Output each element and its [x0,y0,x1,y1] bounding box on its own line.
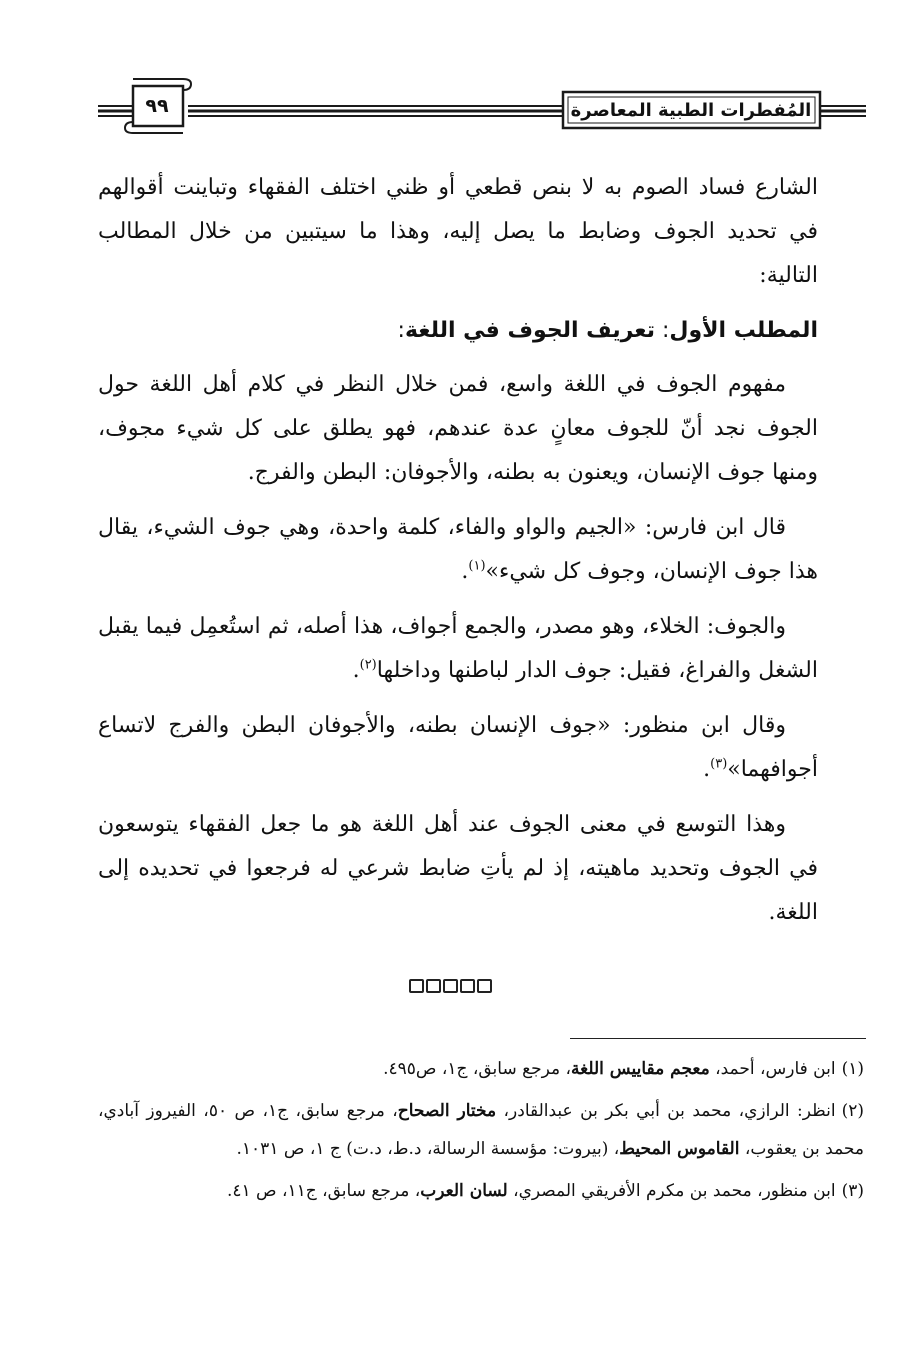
paragraph [98,506,818,594]
footnote-number: (٢) [841,1101,864,1121]
paragraph-text: والجوف: الخلاء، وهو مصدر، والجمع أجواف، هذا أصله، ثم استُعمِل فيما يقبل الشغل والفراغ، فقيل: جوف الدار لباطنها وداخلها [98,614,818,683]
footnote [98,1050,864,1088]
footnote-ref[interactable]: (٢) [359,657,377,673]
paragraph-text: قال ابن فارس: «الجيم والواو والفاء، كلمة واحدة، وهي جوف الشيء، يقال هذا جوف الإنسان، وجوف كل شيء» [98,515,818,584]
paragraph-end: . [461,559,469,584]
heading-separator: : [654,318,670,343]
ornament-box-icon [460,979,475,993]
paragraph-end: . [703,757,711,782]
footnote [98,1172,864,1210]
section-separator [400,974,500,998]
heading-title: تعريف الجوف في اللغة [404,318,655,343]
footnote-text: ، (بيروت: مؤسسة الرسالة، د.ط، د.ت) ج ١، ص ١٠٣١. [236,1139,620,1159]
footnote-number: (١) [841,1059,864,1079]
page-header [0,0,912,140]
footnote-text: الفيروز آبادي، محمد بن يعقوب، [98,1101,864,1159]
section-heading [98,309,818,353]
paragraph: مفهوم الجوف في اللغة واسع، فمن خلال النظر في كلام أهل اللغة حول الجوف نجد أنّ للجوف معانٍ عدة عندهم، فهو يطلق على كل شيء مجوف، ومنها جوف الإنسان، ويعنون به بطنه، والأجوفان: البطن والفرج. [98,372,818,485]
ornament-box-icon [443,979,458,993]
footnote-source-title: لسان العرب [420,1181,508,1201]
footnote-text: ابن منظور، محمد بن مكرم الأفريقي المصري، [507,1181,836,1201]
ornament-box-icon [409,979,424,993]
footnote-divider [570,1038,866,1039]
footnote-text: ابن فارس، أحمد، [709,1059,836,1079]
paragraph: الشارع فساد الصوم به لا بنص قطعي أو ظني اختلف الفقهاء وتباينت أقوالهم في تحديد الجوف وضابط ما يصل إليه، وهذا ما سيتبين من خلال المطالب التالية: [98,175,818,288]
ornament-box-icon [477,979,492,993]
heading-colon: : [397,318,405,343]
footnote-text: ، مرجع سابق، ج١، ص ٥٠، [195,1101,398,1121]
footnote-number: (٣) [841,1181,864,1201]
footnote-text: ، مرجع سابق، ج١١، ص ٤١. [226,1181,421,1201]
footnote-source-title: معجم مقاييس اللغة [571,1059,710,1079]
footnote-source-title: القاموس المحيط [619,1139,740,1159]
footnote-ref[interactable]: (١) [468,558,486,574]
paragraph: وهذا التوسع في معنى الجوف عند أهل اللغة هو ما جعل الفقهاء يتوسعون في الجوف وتحديد ماهيته، إذ لم يأتِ ضابط شرعي له فرجعوا في تحديده إلى اللغة. [98,812,818,925]
page-number: ٩٩ [145,95,169,117]
footnote-text: ، مرجع سابق، ج١، ص٤٩٥. [383,1059,572,1079]
paragraph [98,605,818,693]
running-title: المُفطرات الطبية المعاصرة [570,99,812,121]
footnote-ref[interactable]: (٣) [710,756,728,772]
paragraph-text: وقال ابن منظور: «جوف الإنسان بطنه، والأجوفان البطن والفرج لاتساع أجوافهما» [98,713,818,782]
ornament-box-icon [426,979,441,993]
main-text [98,166,818,946]
paragraph [98,704,818,792]
footnote-source-title: مختار الصحاح [397,1101,497,1121]
footnote-text: انظر: الرازي، محمد بن أبي بكر بن عبدالقادر، [496,1101,836,1121]
footnote [98,1092,864,1168]
heading-label: المطلب الأول [669,318,818,343]
paragraph-end: . [352,658,360,683]
footnotes [98,1050,864,1214]
